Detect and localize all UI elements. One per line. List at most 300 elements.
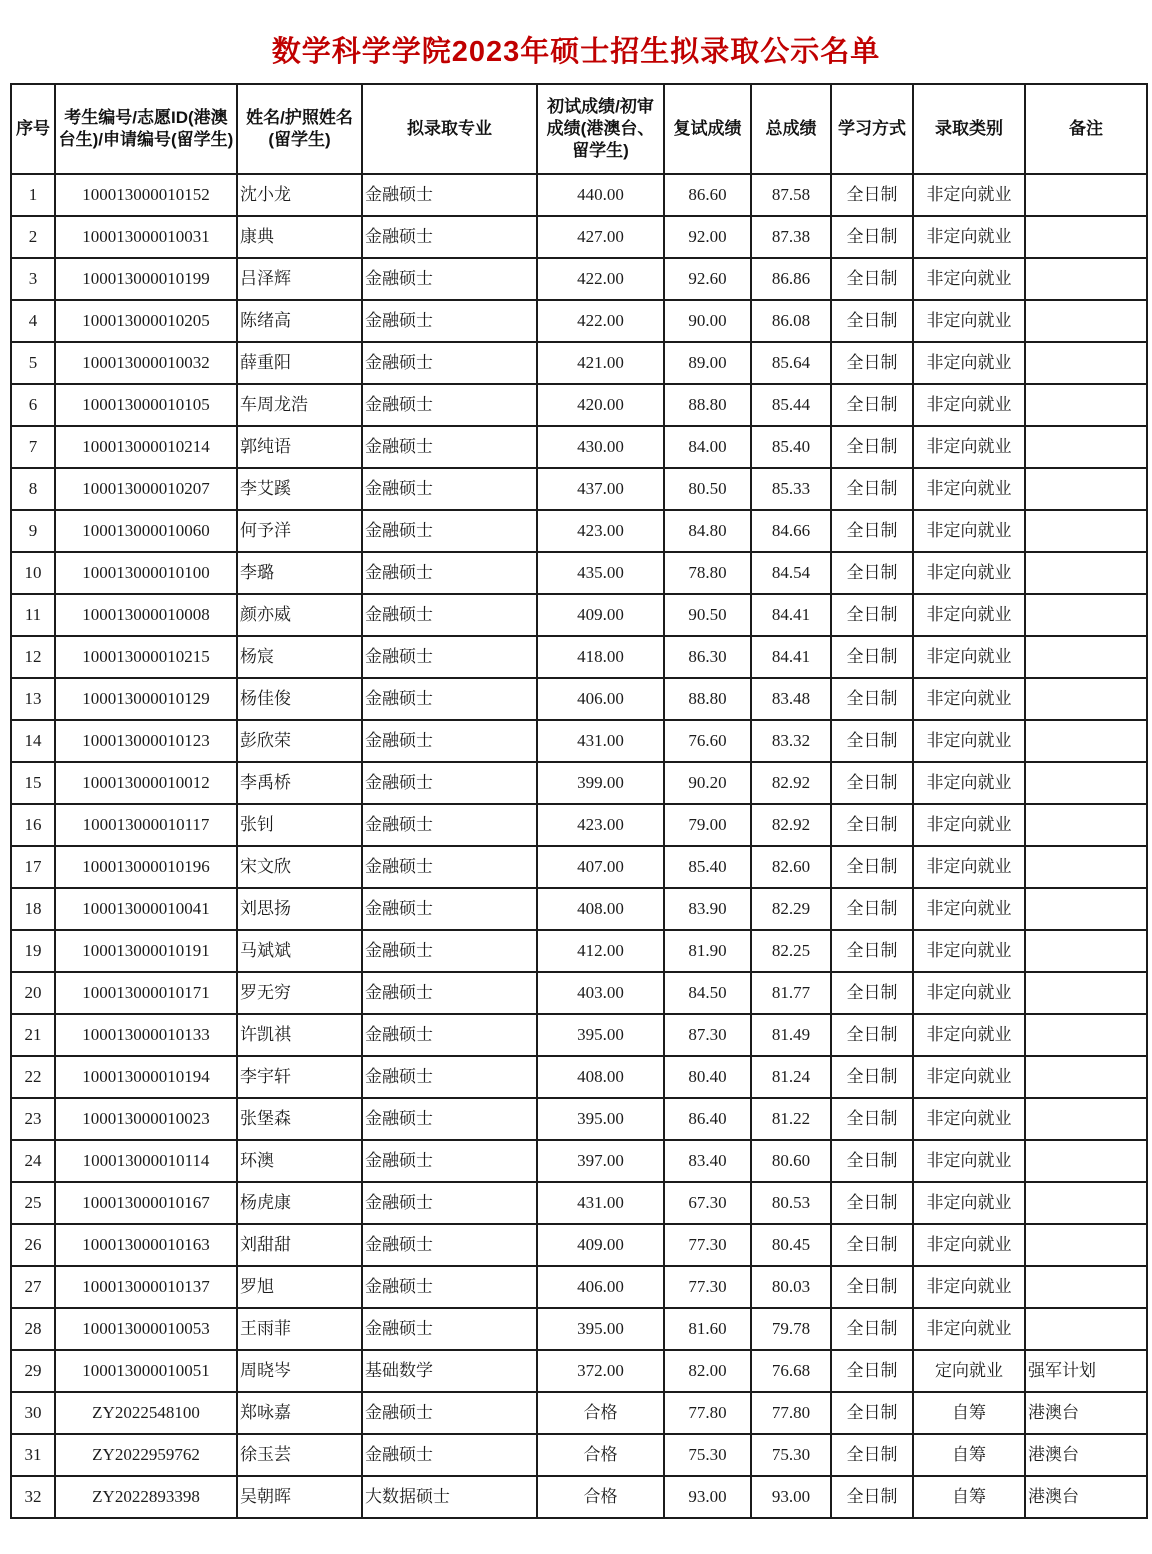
cell-remark: 港澳台 — [1025, 1476, 1147, 1518]
cell-major: 金融硕士 — [362, 804, 537, 846]
cell-candidate-id: ZY2022893398 — [55, 1476, 237, 1518]
cell-major: 金融硕士 — [362, 762, 537, 804]
cell-candidate-id: 100013000010163 — [55, 1224, 237, 1266]
table-row — [11, 1308, 1147, 1350]
cell-initial-score: 423.00 — [537, 804, 664, 846]
cell-candidate-id: 100013000010205 — [55, 300, 237, 342]
cell-study-mode: 全日制 — [831, 636, 913, 678]
cell-retest-score: 75.30 — [664, 1434, 751, 1476]
cell-major: 金融硕士 — [362, 1140, 537, 1182]
cell-name: 沈小龙 — [237, 174, 362, 216]
cell-remark — [1025, 1182, 1147, 1224]
header-total-score: 总成绩 — [751, 84, 831, 174]
cell-major: 金融硕士 — [362, 342, 537, 384]
cell-remark — [1025, 1266, 1147, 1308]
cell-retest-score: 77.30 — [664, 1266, 751, 1308]
cell-study-mode: 全日制 — [831, 1392, 913, 1434]
cell-admission-category: 非定向就业 — [913, 468, 1025, 510]
table-row — [11, 972, 1147, 1014]
cell-name: 李禹桥 — [237, 762, 362, 804]
cell-study-mode: 全日制 — [831, 1140, 913, 1182]
cell-name: 周晓岑 — [237, 1350, 362, 1392]
cell-seq: 19 — [11, 930, 55, 972]
cell-seq: 18 — [11, 888, 55, 930]
cell-retest-score: 84.50 — [664, 972, 751, 1014]
cell-study-mode: 全日制 — [831, 1434, 913, 1476]
cell-retest-score: 84.00 — [664, 426, 751, 468]
cell-retest-score: 88.80 — [664, 678, 751, 720]
cell-candidate-id: 100013000010023 — [55, 1098, 237, 1140]
cell-total-score: 80.53 — [751, 1182, 831, 1224]
cell-admission-category: 非定向就业 — [913, 720, 1025, 762]
header-admission-category: 录取类别 — [913, 84, 1025, 174]
cell-remark — [1025, 1224, 1147, 1266]
cell-seq: 28 — [11, 1308, 55, 1350]
table-row — [11, 888, 1147, 930]
cell-major: 金融硕士 — [362, 426, 537, 468]
header-remark: 备注 — [1025, 84, 1147, 174]
cell-initial-score: 合格 — [537, 1392, 664, 1434]
cell-name: 陈绪高 — [237, 300, 362, 342]
cell-seq: 5 — [11, 342, 55, 384]
cell-seq: 9 — [11, 510, 55, 552]
cell-admission-category: 非定向就业 — [913, 762, 1025, 804]
cell-total-score: 85.33 — [751, 468, 831, 510]
table-row — [11, 1434, 1147, 1476]
cell-total-score: 85.40 — [751, 426, 831, 468]
cell-retest-score: 90.20 — [664, 762, 751, 804]
cell-total-score: 82.92 — [751, 804, 831, 846]
cell-name: 郭纯语 — [237, 426, 362, 468]
table-row — [11, 1014, 1147, 1056]
cell-study-mode: 全日制 — [831, 1350, 913, 1392]
table-row — [11, 1392, 1147, 1434]
cell-candidate-id: 100013000010129 — [55, 678, 237, 720]
cell-remark — [1025, 552, 1147, 594]
cell-retest-score: 92.00 — [664, 216, 751, 258]
cell-total-score: 83.32 — [751, 720, 831, 762]
cell-seq: 21 — [11, 1014, 55, 1056]
cell-major: 金融硕士 — [362, 258, 537, 300]
cell-seq: 13 — [11, 678, 55, 720]
cell-study-mode: 全日制 — [831, 1476, 913, 1518]
cell-retest-score: 79.00 — [664, 804, 751, 846]
cell-candidate-id: 100013000010152 — [55, 174, 237, 216]
table-row — [11, 930, 1147, 972]
cell-study-mode: 全日制 — [831, 930, 913, 972]
cell-retest-score: 81.60 — [664, 1308, 751, 1350]
cell-name: 刘甜甜 — [237, 1224, 362, 1266]
cell-candidate-id: 100013000010194 — [55, 1056, 237, 1098]
table-row — [11, 1266, 1147, 1308]
cell-seq: 26 — [11, 1224, 55, 1266]
cell-initial-score: 421.00 — [537, 342, 664, 384]
cell-major: 金融硕士 — [362, 888, 537, 930]
cell-admission-category: 非定向就业 — [913, 888, 1025, 930]
cell-initial-score: 399.00 — [537, 762, 664, 804]
cell-remark — [1025, 888, 1147, 930]
cell-remark — [1025, 972, 1147, 1014]
cell-retest-score: 85.40 — [664, 846, 751, 888]
cell-candidate-id: ZY2022959762 — [55, 1434, 237, 1476]
cell-name: 王雨菲 — [237, 1308, 362, 1350]
cell-major: 金融硕士 — [362, 1182, 537, 1224]
admission-table — [10, 83, 1148, 1519]
cell-name: 环澳 — [237, 1140, 362, 1182]
cell-major: 金融硕士 — [362, 1392, 537, 1434]
cell-total-score: 93.00 — [751, 1476, 831, 1518]
cell-major: 金融硕士 — [362, 1014, 537, 1056]
cell-candidate-id: 100013000010167 — [55, 1182, 237, 1224]
table-row — [11, 216, 1147, 258]
cell-total-score: 85.44 — [751, 384, 831, 426]
cell-seq: 14 — [11, 720, 55, 762]
cell-name: 马斌斌 — [237, 930, 362, 972]
cell-admission-category: 非定向就业 — [913, 1182, 1025, 1224]
cell-study-mode: 全日制 — [831, 174, 913, 216]
cell-candidate-id: 100013000010117 — [55, 804, 237, 846]
header-study-mode: 学习方式 — [831, 84, 913, 174]
cell-initial-score: 408.00 — [537, 888, 664, 930]
cell-candidate-id: 100013000010171 — [55, 972, 237, 1014]
cell-major: 金融硕士 — [362, 720, 537, 762]
cell-study-mode: 全日制 — [831, 216, 913, 258]
cell-remark — [1025, 678, 1147, 720]
cell-admission-category: 非定向就业 — [913, 1014, 1025, 1056]
cell-admission-category: 非定向就业 — [913, 804, 1025, 846]
cell-study-mode: 全日制 — [831, 300, 913, 342]
cell-major: 金融硕士 — [362, 678, 537, 720]
cell-seq: 6 — [11, 384, 55, 426]
cell-remark — [1025, 468, 1147, 510]
cell-remark — [1025, 1014, 1147, 1056]
cell-retest-score: 76.60 — [664, 720, 751, 762]
cell-major: 金融硕士 — [362, 972, 537, 1014]
cell-seq: 16 — [11, 804, 55, 846]
cell-major: 金融硕士 — [362, 384, 537, 426]
cell-candidate-id: 100013000010053 — [55, 1308, 237, 1350]
header-major: 拟录取专业 — [362, 84, 537, 174]
cell-remark — [1025, 1140, 1147, 1182]
cell-seq: 22 — [11, 1056, 55, 1098]
cell-total-score: 82.29 — [751, 888, 831, 930]
cell-total-score: 76.68 — [751, 1350, 831, 1392]
cell-admission-category: 非定向就业 — [913, 678, 1025, 720]
cell-initial-score: 407.00 — [537, 846, 664, 888]
cell-name: 李宇轩 — [237, 1056, 362, 1098]
page-title: 数学科学学院2023年硕士招生拟录取公示名单 — [271, 36, 881, 68]
cell-total-score: 86.08 — [751, 300, 831, 342]
table-row — [11, 1098, 1147, 1140]
cell-admission-category: 非定向就业 — [913, 342, 1025, 384]
cell-total-score: 80.60 — [751, 1140, 831, 1182]
cell-total-score: 77.80 — [751, 1392, 831, 1434]
cell-major: 金融硕士 — [362, 468, 537, 510]
cell-retest-score: 83.90 — [664, 888, 751, 930]
cell-seq: 24 — [11, 1140, 55, 1182]
cell-retest-score: 81.90 — [664, 930, 751, 972]
cell-total-score: 81.77 — [751, 972, 831, 1014]
cell-retest-score: 92.60 — [664, 258, 751, 300]
cell-name: 颜亦威 — [237, 594, 362, 636]
cell-seq: 30 — [11, 1392, 55, 1434]
cell-major: 金融硕士 — [362, 216, 537, 258]
cell-admission-category: 非定向就业 — [913, 636, 1025, 678]
cell-candidate-id: 100013000010214 — [55, 426, 237, 468]
cell-candidate-id: 100013000010051 — [55, 1350, 237, 1392]
cell-name: 徐玉芸 — [237, 1434, 362, 1476]
cell-seq: 8 — [11, 468, 55, 510]
cell-remark: 港澳台 — [1025, 1392, 1147, 1434]
table-row — [11, 678, 1147, 720]
cell-study-mode: 全日制 — [831, 342, 913, 384]
cell-name: 吕泽辉 — [237, 258, 362, 300]
cell-admission-category: 非定向就业 — [913, 1266, 1025, 1308]
cell-initial-score: 406.00 — [537, 678, 664, 720]
table-row — [11, 1224, 1147, 1266]
cell-initial-score: 395.00 — [537, 1308, 664, 1350]
cell-total-score: 87.58 — [751, 174, 831, 216]
header-retest-score: 复试成绩 — [664, 84, 751, 174]
cell-admission-category: 自筹 — [913, 1434, 1025, 1476]
cell-name: 车周龙浩 — [237, 384, 362, 426]
cell-major: 金融硕士 — [362, 510, 537, 552]
cell-seq: 27 — [11, 1266, 55, 1308]
cell-remark — [1025, 426, 1147, 468]
cell-total-score: 80.03 — [751, 1266, 831, 1308]
cell-seq: 11 — [11, 594, 55, 636]
cell-seq: 17 — [11, 846, 55, 888]
cell-candidate-id: 100013000010060 — [55, 510, 237, 552]
cell-study-mode: 全日制 — [831, 258, 913, 300]
cell-seq: 25 — [11, 1182, 55, 1224]
cell-candidate-id: 100013000010114 — [55, 1140, 237, 1182]
cell-study-mode: 全日制 — [831, 1266, 913, 1308]
cell-total-score: 81.24 — [751, 1056, 831, 1098]
cell-initial-score: 412.00 — [537, 930, 664, 972]
table-row — [11, 762, 1147, 804]
cell-candidate-id: 100013000010137 — [55, 1266, 237, 1308]
cell-admission-category: 非定向就业 — [913, 174, 1025, 216]
cell-total-score: 82.25 — [751, 930, 831, 972]
cell-remark — [1025, 342, 1147, 384]
cell-initial-score: 408.00 — [537, 1056, 664, 1098]
cell-remark: 港澳台 — [1025, 1434, 1147, 1476]
cell-name: 张钊 — [237, 804, 362, 846]
cell-name: 刘思扬 — [237, 888, 362, 930]
table-row — [11, 1140, 1147, 1182]
cell-seq: 15 — [11, 762, 55, 804]
cell-candidate-id: 100013000010032 — [55, 342, 237, 384]
cell-initial-score: 437.00 — [537, 468, 664, 510]
cell-name: 许凯祺 — [237, 1014, 362, 1056]
cell-candidate-id: 100013000010012 — [55, 762, 237, 804]
table-row — [11, 510, 1147, 552]
table-row — [11, 258, 1147, 300]
cell-remark — [1025, 258, 1147, 300]
cell-major: 基础数学 — [362, 1350, 537, 1392]
cell-initial-score: 395.00 — [537, 1014, 664, 1056]
table-row — [11, 1350, 1147, 1392]
cell-admission-category: 非定向就业 — [913, 972, 1025, 1014]
table-row — [11, 1182, 1147, 1224]
cell-total-score: 84.54 — [751, 552, 831, 594]
cell-initial-score: 430.00 — [537, 426, 664, 468]
cell-name: 何予洋 — [237, 510, 362, 552]
cell-seq: 10 — [11, 552, 55, 594]
cell-study-mode: 全日制 — [831, 384, 913, 426]
cell-major: 金融硕士 — [362, 1434, 537, 1476]
cell-study-mode: 全日制 — [831, 1056, 913, 1098]
cell-retest-score: 84.80 — [664, 510, 751, 552]
cell-total-score: 84.41 — [751, 594, 831, 636]
cell-initial-score: 397.00 — [537, 1140, 664, 1182]
table-row — [11, 174, 1147, 216]
cell-study-mode: 全日制 — [831, 468, 913, 510]
cell-admission-category: 自筹 — [913, 1476, 1025, 1518]
cell-seq: 32 — [11, 1476, 55, 1518]
table-row — [11, 846, 1147, 888]
cell-retest-score: 86.30 — [664, 636, 751, 678]
cell-name: 罗无穷 — [237, 972, 362, 1014]
cell-admission-category: 非定向就业 — [913, 552, 1025, 594]
cell-candidate-id: ZY2022548100 — [55, 1392, 237, 1434]
cell-study-mode: 全日制 — [831, 552, 913, 594]
cell-major: 金融硕士 — [362, 1098, 537, 1140]
cell-study-mode: 全日制 — [831, 1308, 913, 1350]
cell-total-score: 84.41 — [751, 636, 831, 678]
cell-seq: 23 — [11, 1098, 55, 1140]
cell-candidate-id: 100013000010041 — [55, 888, 237, 930]
cell-initial-score: 431.00 — [537, 1182, 664, 1224]
cell-name: 罗旭 — [237, 1266, 362, 1308]
header-candidate-id: 考生编号/志愿ID(港澳台生)/申请编号(留学生) — [55, 84, 237, 174]
cell-total-score: 75.30 — [751, 1434, 831, 1476]
cell-name: 杨虎康 — [237, 1182, 362, 1224]
cell-major: 金融硕士 — [362, 552, 537, 594]
cell-candidate-id: 100013000010100 — [55, 552, 237, 594]
cell-initial-score: 406.00 — [537, 1266, 664, 1308]
header-row — [11, 84, 1147, 174]
cell-initial-score: 423.00 — [537, 510, 664, 552]
cell-total-score: 85.64 — [751, 342, 831, 384]
cell-remark — [1025, 384, 1147, 426]
cell-candidate-id: 100013000010008 — [55, 594, 237, 636]
cell-admission-category: 非定向就业 — [913, 1140, 1025, 1182]
cell-seq: 20 — [11, 972, 55, 1014]
cell-initial-score: 422.00 — [537, 300, 664, 342]
table-row — [11, 342, 1147, 384]
cell-seq: 3 — [11, 258, 55, 300]
cell-candidate-id: 100013000010123 — [55, 720, 237, 762]
cell-admission-category: 非定向就业 — [913, 846, 1025, 888]
cell-study-mode: 全日制 — [831, 888, 913, 930]
cell-retest-score: 86.60 — [664, 174, 751, 216]
cell-total-score: 86.86 — [751, 258, 831, 300]
table-row — [11, 636, 1147, 678]
cell-initial-score: 422.00 — [537, 258, 664, 300]
table-row — [11, 384, 1147, 426]
cell-retest-score: 82.00 — [664, 1350, 751, 1392]
cell-retest-score: 86.40 — [664, 1098, 751, 1140]
cell-major: 大数据硕士 — [362, 1476, 537, 1518]
table-header — [11, 84, 1147, 174]
cell-admission-category: 非定向就业 — [913, 1224, 1025, 1266]
cell-initial-score: 403.00 — [537, 972, 664, 1014]
cell-initial-score: 合格 — [537, 1434, 664, 1476]
header-seq: 序号 — [11, 84, 55, 174]
cell-seq: 12 — [11, 636, 55, 678]
cell-retest-score: 88.80 — [664, 384, 751, 426]
cell-major: 金融硕士 — [362, 1056, 537, 1098]
cell-admission-category: 非定向就业 — [913, 594, 1025, 636]
cell-seq: 1 — [11, 174, 55, 216]
cell-total-score: 81.49 — [751, 1014, 831, 1056]
cell-admission-category: 非定向就业 — [913, 426, 1025, 468]
cell-retest-score: 90.00 — [664, 300, 751, 342]
table-body — [11, 174, 1147, 1518]
cell-retest-score: 80.40 — [664, 1056, 751, 1098]
cell-total-score: 84.66 — [751, 510, 831, 552]
cell-study-mode: 全日制 — [831, 678, 913, 720]
cell-major: 金融硕士 — [362, 300, 537, 342]
cell-total-score: 80.45 — [751, 1224, 831, 1266]
cell-admission-category: 非定向就业 — [913, 216, 1025, 258]
cell-candidate-id: 100013000010105 — [55, 384, 237, 426]
table-row — [11, 1476, 1147, 1518]
cell-name: 吴朝晖 — [237, 1476, 362, 1518]
cell-candidate-id: 100013000010031 — [55, 216, 237, 258]
cell-admission-category: 非定向就业 — [913, 510, 1025, 552]
cell-remark — [1025, 300, 1147, 342]
cell-admission-category: 非定向就业 — [913, 384, 1025, 426]
cell-major: 金融硕士 — [362, 1224, 537, 1266]
cell-remark — [1025, 510, 1147, 552]
cell-study-mode: 全日制 — [831, 510, 913, 552]
cell-name: 康典 — [237, 216, 362, 258]
cell-name: 薛重阳 — [237, 342, 362, 384]
cell-name: 杨宸 — [237, 636, 362, 678]
cell-study-mode: 全日制 — [831, 846, 913, 888]
cell-remark — [1025, 804, 1147, 846]
cell-admission-category: 自筹 — [913, 1392, 1025, 1434]
cell-candidate-id: 100013000010199 — [55, 258, 237, 300]
cell-retest-score: 90.50 — [664, 594, 751, 636]
cell-admission-category: 定向就业 — [913, 1350, 1025, 1392]
cell-major: 金融硕士 — [362, 930, 537, 972]
cell-seq: 2 — [11, 216, 55, 258]
cell-initial-score: 420.00 — [537, 384, 664, 426]
table-row — [11, 426, 1147, 468]
cell-retest-score: 77.80 — [664, 1392, 751, 1434]
cell-admission-category: 非定向就业 — [913, 300, 1025, 342]
cell-total-score: 87.38 — [751, 216, 831, 258]
cell-study-mode: 全日制 — [831, 1014, 913, 1056]
cell-remark — [1025, 720, 1147, 762]
cell-major: 金融硕士 — [362, 1308, 537, 1350]
cell-study-mode: 全日制 — [831, 594, 913, 636]
cell-candidate-id: 100013000010215 — [55, 636, 237, 678]
cell-study-mode: 全日制 — [831, 1182, 913, 1224]
cell-retest-score: 77.30 — [664, 1224, 751, 1266]
cell-study-mode: 全日制 — [831, 804, 913, 846]
cell-retest-score: 78.80 — [664, 552, 751, 594]
cell-retest-score: 67.30 — [664, 1182, 751, 1224]
table-row — [11, 468, 1147, 510]
cell-study-mode: 全日制 — [831, 426, 913, 468]
cell-admission-category: 非定向就业 — [913, 1308, 1025, 1350]
cell-seq: 7 — [11, 426, 55, 468]
